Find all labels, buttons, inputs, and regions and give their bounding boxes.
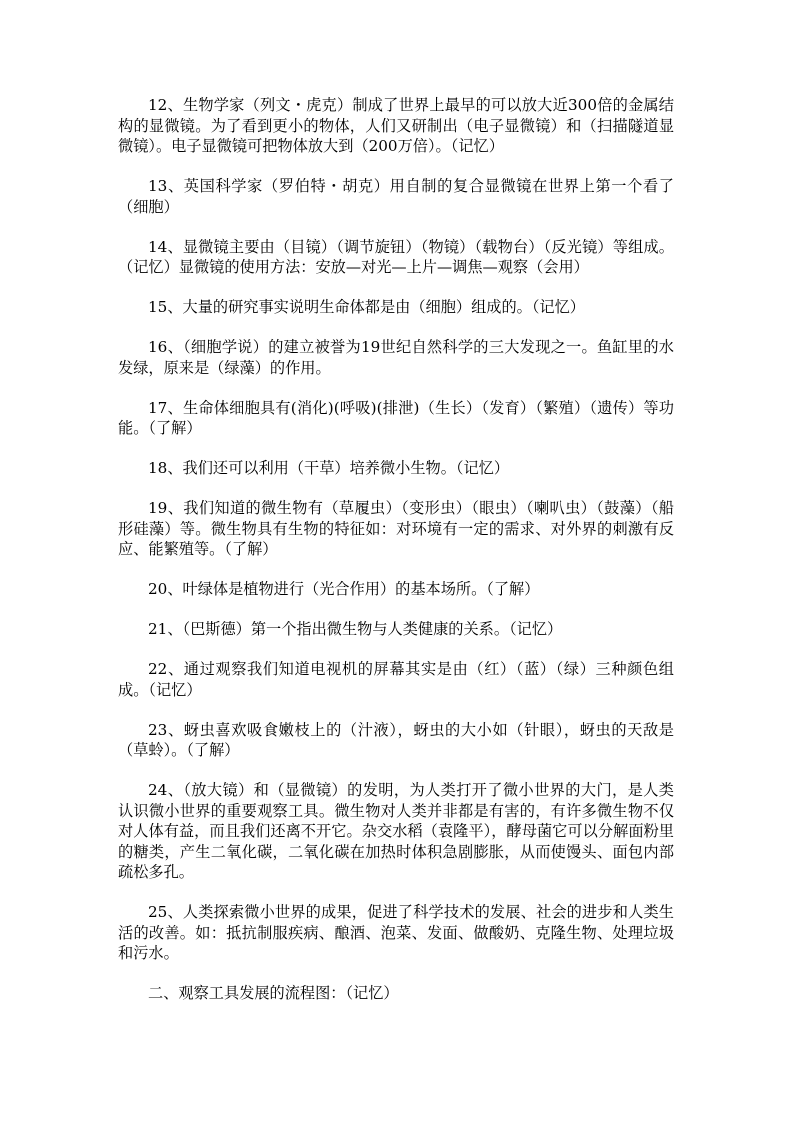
paragraph-item-12: 12、生物学家（列文・虎克）制成了世界上最早的可以放大近300倍的金属结构的显微镜。为了看到更小的物体，人们又研制出（电子显微镜）和（扫描隧道显微镜）。电子显微镜可把物体放大到（200万倍）。（记忆）	[118, 96, 674, 155]
paragraph-item-15: 15、大量的研究事实说明生命体都是由（细胞）组成的。（记忆）	[148, 298, 585, 316]
paragraph-item-14: 14、显微镜主要由（目镜）（调节旋钮）（物镜）（载物台）（反光镜）等组成。（记忆）显微镜的使用方法：安放—对光—上片—调焦—观察（会用）	[118, 237, 674, 276]
paragraph-item-24: 24、（放大镜）和（显微镜）的发明，为人类打开了微小世界的大门，是人类认识微小世界的重要观察工具。微生物对人类并非都是有害的，有许多微生物不仅对人体有益，而且我们还离不开它。杂交水稻（袁隆平），酵母菌它可以分解面粉里的糖类，产生二氧化碳，二氧化碳在加热时体积急剧膨胀，从而使馒头、面包内部疏松多孔。	[118, 781, 674, 881]
paragraph-item-20: 20、叶绿体是植物进行（光合作用）的基本场所。（了解）	[148, 580, 540, 598]
paragraph-item-25: 25、人类探索微小世界的成果，促进了科学技术的发展、社会的进步和人类生活的改善。如：抵抗制服疾病、酿酒、泡菜、发面、做酸奶、克隆生物、处理垃圾和污水。	[118, 903, 674, 962]
paragraph-item-16: 16、（细胞学说）的建立被誉为19世纪自然科学的三大发现之一。鱼缸里的水发绿，原来是（绿藻）的作用。	[118, 338, 674, 377]
paragraph-item-23: 23、蚜虫喜欢吸食嫩枝上的（汁液），蚜虫的大小如（针眼），蚜虫的天敌是（草蛉）。（了解）	[118, 720, 674, 759]
paragraph-item-19: 19、我们知道的微生物有（草履虫）（变形虫）（眼虫）（喇叭虫）（鼓藻）（船形硅藻）等。微生物具有生物的特征如：对环境有一定的需求、对外界的刺激有反应、能繁殖等。（了解）	[118, 499, 674, 558]
document-page	[118, 95, 674, 1023]
paragraph-item-22: 22、通过观察我们知道电视机的屏幕其实是由（红）（蓝）（绿）三种颜色组成。（记忆）	[118, 660, 674, 699]
section-heading: 二、观察工具发展的流程图：（记忆）	[148, 984, 399, 1002]
paragraph-item-17: 17、生命体细胞具有(消化)(呼吸)(排泄)（生长）（发育）（繁殖）（遗传）等功能。（了解）	[118, 398, 674, 437]
paragraph-item-13: 13、英国科学家（罗伯特・胡克）用自制的复合显微镜在世界上第一个看了（细胞）	[118, 177, 674, 216]
paragraph-item-18: 18、我们还可以利用（干草）培养微小生物。（记忆）	[148, 459, 510, 477]
paragraph-item-21: 21、（巴斯德）第一个指出微生物与人类健康的关系。（记忆）	[148, 620, 563, 638]
